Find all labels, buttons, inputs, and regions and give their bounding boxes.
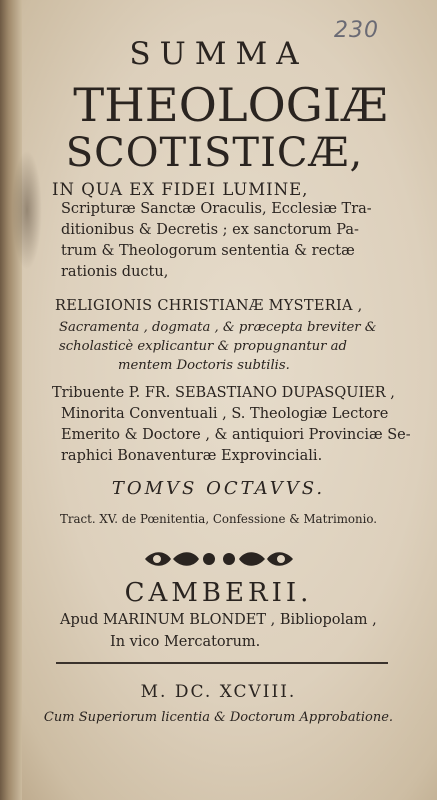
text-mentem: mentem Doctoris subtilis. bbox=[118, 358, 290, 373]
divider-rule bbox=[56, 662, 388, 664]
manuscript-number: 230 bbox=[334, 18, 379, 43]
title-theologiae: THEOLOGIÆ bbox=[73, 78, 388, 132]
text-rationis: rationis ductu, bbox=[61, 264, 169, 280]
text-scripturae: Scripturæ Sanctæ Oraculis, Ecclesiæ Tra- bbox=[61, 201, 372, 217]
volume-heading: TOMVS OCTAVVS. bbox=[111, 478, 326, 499]
text-trum: trum & Theologorum sententia & rectæ bbox=[61, 243, 355, 259]
title-scotisticae: SCOTISTICÆ, bbox=[65, 130, 364, 176]
treatise-line: Tract. XV. de Pœnitentia, Confessione & Matrimonio. bbox=[59, 512, 378, 526]
text-scholastice: scholasticè explicantur & propugnantur ad bbox=[59, 339, 347, 354]
imprint-year: M. DC. XCVIII. bbox=[140, 682, 297, 702]
text-religionis: RELIGIONIS CHRISTIANÆ MYSTERIA , bbox=[55, 298, 363, 314]
imprint-publisher: Apud MARINUM BLONDET , Bibliopolam , bbox=[60, 612, 377, 628]
text-raphici: raphici Bonaventuræ Exprovinciali. bbox=[61, 448, 323, 464]
fleuron-ornament-icon bbox=[143, 548, 295, 570]
text-emerito: Emerito & Doctore , & antiquiori Provinciæ Se- bbox=[61, 427, 411, 443]
text-tribuente: Tribuente P. FR. SEBASTIANO DUPASQUIER , bbox=[52, 385, 395, 401]
text-minorita: Minorita Conventuali , S. Theologiæ Lectore bbox=[61, 406, 389, 422]
text-sacramenta: Sacramenta , dogmata , & præcepta breviter & bbox=[59, 320, 377, 335]
imprint-address: In vico Mercatorum. bbox=[110, 634, 261, 650]
imprint-city: CAMBERII. bbox=[124, 578, 313, 608]
subtitle-in-qua: IN QUA EX FIDEI LUMINE, bbox=[52, 180, 309, 199]
title-summa: SUMMA bbox=[129, 36, 308, 72]
license-line: Cum Superiorum licentia & Doctorum Approbatione. bbox=[43, 710, 394, 725]
text-ditionibus: ditionibus & Decretis ; ex sanctorum Pa- bbox=[61, 222, 359, 238]
